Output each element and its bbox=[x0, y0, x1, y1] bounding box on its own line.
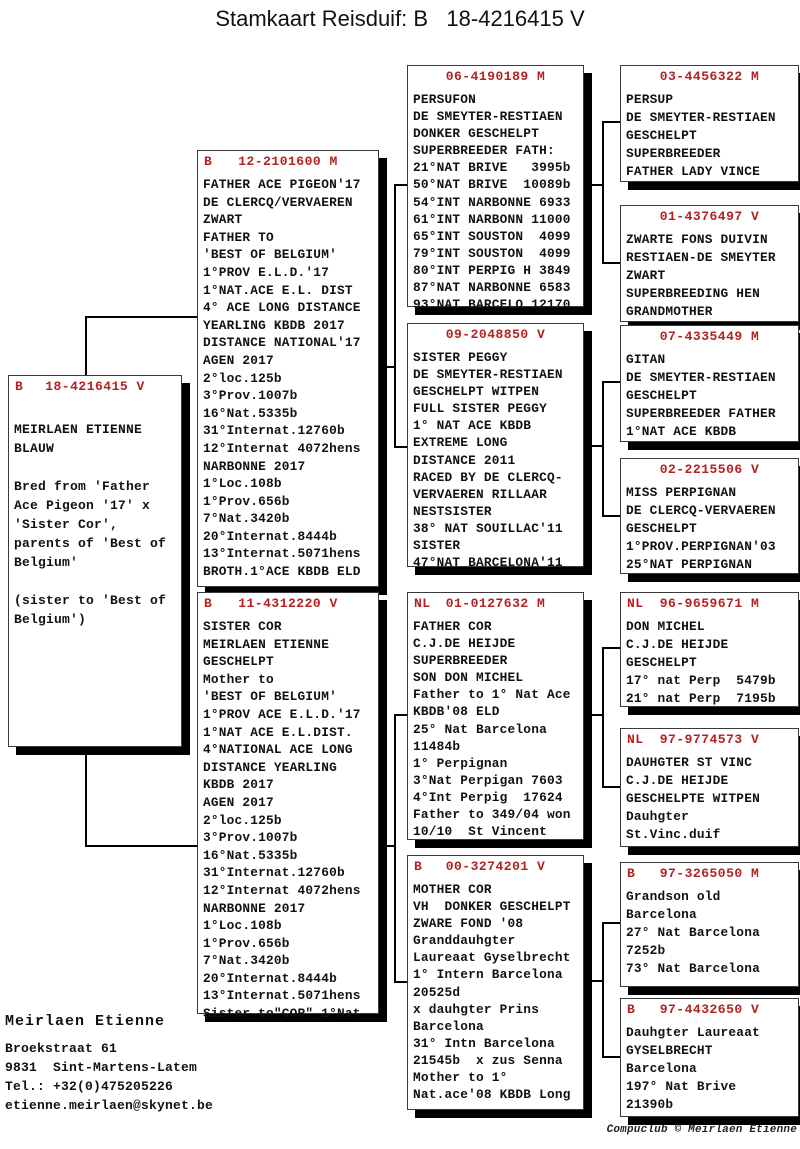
pedigree-box-father bbox=[197, 150, 379, 587]
pedigree-text-line: 7°Nat.3420b bbox=[203, 511, 290, 527]
pedigree-text-line: EXTREME LONG bbox=[413, 435, 508, 451]
pedigree-text-line: Bred from 'Father bbox=[14, 479, 151, 494]
ring-number: 96-9659671 M bbox=[659, 596, 760, 611]
pedigree-text-line: DE SMEYTER-RESTIAEN bbox=[626, 110, 776, 125]
pedigree-text bbox=[408, 88, 583, 313]
ring-number-header bbox=[198, 151, 378, 173]
pedigree-text-line: SISTER bbox=[413, 538, 461, 554]
connector-line bbox=[85, 845, 197, 847]
connector-line bbox=[582, 445, 603, 447]
pedigree-text-line: NARBONNE 2017 bbox=[203, 458, 306, 474]
pedigree-text-line: SUPERBREEDER FATHER bbox=[626, 406, 776, 421]
country-code: NL bbox=[414, 596, 431, 611]
pedigree-text-line: 4°Int Perpig 17624 bbox=[413, 789, 563, 805]
pedigree-text-line: NARBONNE 2017 bbox=[203, 900, 306, 916]
connector-line bbox=[377, 366, 395, 368]
pedigree-text-line: DONKER GESCHELPT bbox=[413, 126, 540, 142]
ring-number: 01-4376497 V bbox=[659, 209, 760, 224]
pedigree-text-line: Nat.ace'08 KBDB Long bbox=[413, 1087, 571, 1103]
pedigree-text-line: MEIRLAEN ETIENNE bbox=[14, 422, 143, 437]
connector-line bbox=[602, 381, 604, 517]
pedigree-text-line: GRANDMOTHER bbox=[626, 304, 713, 319]
pedigree-text-line: ZWART bbox=[626, 268, 666, 283]
pedigree-text-line: DISTANCE YEARLING bbox=[203, 759, 337, 775]
pedigree-text-line: GYSELBRECHT bbox=[626, 1043, 713, 1058]
ring-number-header bbox=[621, 459, 798, 481]
owner-phone: Tel.: +32(0)475205226 bbox=[5, 1079, 174, 1094]
pedigree-text-line: GESCHELPTE WITPEN bbox=[626, 791, 760, 806]
pedigree-text-line: Father to 349/04 won bbox=[413, 807, 571, 823]
connector-line bbox=[394, 184, 396, 448]
pedigree-text-line: 17° nat Perp 5479b bbox=[626, 673, 776, 688]
pedigree-text-line: DAUHGTER ST VINC bbox=[626, 755, 753, 770]
pedigree-text bbox=[621, 751, 798, 844]
pedigree-text-line: C.J.DE HEIJDE bbox=[626, 773, 729, 788]
ring-number: 97-4432650 V bbox=[659, 1002, 760, 1017]
pedigree-text-line: Mother to bbox=[203, 671, 274, 687]
owner-contact-block bbox=[5, 1013, 213, 1115]
pedigree-text-line: SISTER COR bbox=[203, 619, 282, 634]
pedigree-text-line: 'BEST OF BELGIUM' bbox=[203, 247, 337, 263]
pedigree-text-line: 2°loc.125b bbox=[203, 812, 282, 828]
ring-number: 09-2048850 V bbox=[445, 327, 546, 342]
owner-street: Broekstraat 61 bbox=[5, 1041, 118, 1056]
pedigree-text bbox=[621, 348, 798, 441]
pedigree-text-line: 'BEST OF BELGIUM' bbox=[203, 689, 337, 705]
connector-line bbox=[602, 647, 620, 649]
pedigree-text-line: VERVAEREN RILLAAR bbox=[413, 486, 547, 502]
pedigree-text bbox=[621, 228, 798, 321]
pedigree-text-line: 93°NAT BARCELO 12170 bbox=[413, 297, 571, 313]
pedigree-box-great-grandparent-4 bbox=[620, 458, 799, 574]
pedigree-text-line: BROTH.1°ACE KBDB ELD bbox=[203, 564, 361, 580]
pedigree-text-line: AGEN 2017 bbox=[203, 352, 274, 368]
pedigree-text-line: 13°Internat.5071hens bbox=[203, 988, 361, 1004]
pedigree-text-line: MEIRLAEN ETIENNE bbox=[203, 636, 330, 652]
pedigree-text bbox=[621, 615, 798, 708]
pedigree-text-line: 1°Prov.656b bbox=[203, 935, 290, 951]
pedigree-text-line: SON DON MICHEL bbox=[413, 670, 524, 686]
connector-line bbox=[394, 184, 407, 186]
pedigree-text-line: 2°loc.125b bbox=[203, 370, 282, 386]
pedigree-text-line: 47°NAT BARCELONA'11 bbox=[413, 555, 563, 571]
pedigree-text-line: DE SMEYTER-RESTIAEN bbox=[413, 109, 563, 125]
pedigree-text-line: 13°Internat.5071hens bbox=[203, 546, 361, 562]
pedigree-text-line: 1°NAT ACE KBDB bbox=[626, 424, 737, 439]
pedigree-text-line: 1°PROV E.L.D.'17 bbox=[203, 264, 330, 280]
pedigree-text-line: 1°PROV ACE E.L.D.'17 bbox=[203, 706, 361, 722]
ring-number: 97-3265050 M bbox=[659, 866, 760, 881]
pedigree-box-grandfather-paternal bbox=[407, 65, 584, 313]
ring-number-header bbox=[408, 856, 583, 878]
country-code: B bbox=[627, 866, 636, 881]
pedigree-text-line: C.J.DE HEIJDE bbox=[413, 636, 516, 652]
pedigree-text bbox=[621, 885, 798, 978]
pedigree-text-line: Grandson old bbox=[626, 889, 721, 904]
country-code: NL bbox=[627, 732, 644, 747]
pedigree-text-line bbox=[14, 572, 179, 591]
connector-line bbox=[394, 714, 407, 716]
connector-line bbox=[582, 980, 603, 982]
pedigree-text-line: 73° Nat Barcelona bbox=[626, 961, 760, 976]
pedigree-text-line: 197° Nat Brive bbox=[626, 1079, 737, 1094]
pedigree-text-line: Barcelona bbox=[413, 1018, 484, 1034]
pedigree-text-line: Belgium' bbox=[14, 555, 79, 570]
connector-line bbox=[394, 714, 396, 983]
pedigree-text-line: 4°NATIONAL ACE LONG bbox=[203, 742, 353, 758]
connector-line bbox=[85, 316, 87, 377]
pedigree-text-line: 20°Internat.8444b bbox=[203, 528, 337, 544]
pedigree-text-line: 65°INT SOUSTON 4099 bbox=[413, 228, 571, 244]
connector-line bbox=[602, 515, 620, 517]
pedigree-text-line: 1° Perpignan bbox=[413, 755, 508, 771]
country-code: B bbox=[627, 1002, 636, 1017]
ring-number: 18-4216415 V bbox=[45, 379, 145, 394]
ring-number-header bbox=[9, 376, 181, 398]
connector-line bbox=[602, 922, 620, 924]
pedigree-text-line: 31°Internat.12760b bbox=[203, 865, 345, 881]
pedigree-text-line: 16°Nat.5335b bbox=[203, 405, 298, 421]
pedigree-text-line bbox=[14, 401, 179, 420]
connector-line bbox=[394, 446, 407, 448]
pedigree-text-line: 10/10 St Vincent bbox=[413, 824, 547, 840]
pedigree-text-line: 1°Loc.108b bbox=[203, 476, 282, 492]
pedigree-text bbox=[198, 615, 378, 1023]
pedigree-text-line: 1°Prov.656b bbox=[203, 493, 290, 509]
pedigree-text-line: 4° ACE LONG DISTANCE bbox=[203, 300, 361, 316]
pedigree-text-line: FATHER TO bbox=[203, 229, 274, 245]
pedigree-box-great-grandparent-5 bbox=[620, 592, 799, 707]
ring-number-header bbox=[621, 206, 798, 228]
country-code: B bbox=[15, 379, 24, 394]
pedigree-text-line: SISTER PEGGY bbox=[413, 350, 508, 365]
ring-number: 97-9774573 V bbox=[659, 732, 760, 747]
pedigree-text-line: parents of 'Best of bbox=[14, 536, 167, 551]
pedigree-text bbox=[621, 88, 798, 181]
ring-number-header bbox=[621, 999, 798, 1021]
pedigree-box-grandmother-paternal bbox=[407, 323, 584, 571]
pedigree-box-great-grandparent-6 bbox=[620, 728, 799, 847]
ring-number: 06-4190189 M bbox=[445, 69, 546, 84]
pedigree-text-line: 25°NAT PERPIGNAN bbox=[626, 557, 753, 572]
pedigree-text-line: DISTANCE NATIONAL'17 bbox=[203, 335, 361, 351]
pedigree-text-line: PERSUP bbox=[626, 92, 674, 107]
pedigree-text-line: St.Vinc.duif bbox=[626, 827, 721, 842]
pedigree-text-line: 12°Internat 4072hens bbox=[203, 882, 361, 898]
country-code: NL bbox=[627, 596, 644, 611]
pedigree-text-line: 16°Nat.5335b bbox=[203, 847, 298, 863]
connector-line bbox=[582, 184, 603, 186]
pedigree-text-line: 21390b bbox=[626, 1097, 674, 1112]
pedigree-text-line: (sister to 'Best of bbox=[14, 593, 167, 608]
pedigree-text-line: 7252b bbox=[626, 943, 666, 958]
pedigree-text-line: Sister to"COR" 1°Nat bbox=[203, 1006, 361, 1022]
pedigree-box-great-grandparent-2 bbox=[620, 205, 799, 322]
pedigree-text-line: 79°INT SOUSTON 4099 bbox=[413, 245, 571, 261]
ring-number: 00-3274201 V bbox=[445, 859, 546, 874]
pedigree-box-grandfather-maternal bbox=[407, 592, 584, 840]
pedigree-text-line bbox=[14, 458, 179, 477]
connector-line bbox=[377, 845, 395, 847]
pedigree-text-line: MOTHER COR bbox=[413, 882, 492, 897]
pedigree-text-line: GESCHELPT bbox=[203, 654, 274, 670]
pedigree-text-line: FATHER COR bbox=[413, 619, 492, 634]
pedigree-text-line: Laureaat Gyselbrecht bbox=[413, 950, 571, 966]
ring-number-header bbox=[621, 66, 798, 88]
ring-number-header bbox=[408, 593, 583, 615]
pedigree-text-line: 1°PROV.PERPIGNAN'03 bbox=[626, 539, 776, 554]
pedigree-text bbox=[621, 481, 798, 574]
pedigree-text-line: 1° Intern Barcelona bbox=[413, 967, 563, 983]
connector-line bbox=[85, 316, 197, 318]
pedigree-text-line: DE CLERCQ/VERVAEREN bbox=[203, 194, 353, 210]
ring-number-header bbox=[621, 863, 798, 885]
pedigree-text-line: Dauhgter bbox=[626, 809, 690, 824]
pedigree-text-line: MISS PERPIGNAN bbox=[626, 485, 737, 500]
country-code: B bbox=[204, 596, 213, 611]
pedigree-text-line: GESCHELPT bbox=[626, 521, 697, 536]
pedigree-text-line: 1°NAT.ACE E.L. DIST bbox=[203, 282, 353, 298]
pedigree-text-line: 61°INT NARBONN 11000 bbox=[413, 211, 571, 227]
pedigree-text-line: x dauhgter Prins bbox=[413, 1001, 540, 1017]
pedigree-box-grandmother-maternal bbox=[407, 855, 584, 1110]
page-title: Stamkaart Reisduif: B 18-4216415 V bbox=[215, 6, 585, 31]
pedigree-text bbox=[408, 346, 583, 571]
ring-number-header bbox=[621, 593, 798, 615]
pedigree-text bbox=[198, 173, 378, 581]
ring-number: 01-0127632 M bbox=[445, 596, 546, 611]
pedigree-text-line: KBDB'08 ELD bbox=[413, 704, 500, 720]
pedigree-text-line: ZWART bbox=[203, 212, 243, 228]
pedigree-box-great-grandparent-7 bbox=[620, 862, 799, 987]
pedigree-text-line: 20525d bbox=[413, 984, 461, 1000]
pedigree-box-subject bbox=[8, 375, 182, 747]
ring-number-header bbox=[408, 66, 583, 88]
pedigree-text-line: 1°Loc.108b bbox=[203, 918, 282, 934]
pedigree-text-line: GESCHELPT WITPEN bbox=[413, 384, 540, 400]
pedigree-text-line: 1° NAT ACE KBDB bbox=[413, 418, 532, 434]
pedigree-text-line: DE SMEYTER-RESTIAEN bbox=[413, 367, 563, 383]
pedigree-text-line: Mother to 1° bbox=[413, 1070, 508, 1086]
country-code: B bbox=[414, 859, 423, 874]
pedigree-text-line: 21° nat Perp 7195b bbox=[626, 691, 776, 706]
pedigree-text-line: GESCHELPT bbox=[626, 388, 697, 403]
pedigree-text-line: 31° Intn Barcelona bbox=[413, 1035, 555, 1051]
connector-line bbox=[602, 121, 620, 123]
pedigree-text-line: ZWARE FOND '08 bbox=[413, 916, 524, 932]
pedigree-text-line: C.J.DE HEIJDE bbox=[626, 637, 729, 652]
pedigree-text-line: GESCHELPT bbox=[626, 128, 697, 143]
pedigree-text-line: 27° Nat Barcelona bbox=[626, 925, 760, 940]
connector-line bbox=[602, 262, 620, 264]
pedigree-text-line: Ace Pigeon '17' x bbox=[14, 498, 151, 513]
pedigree-text-line: ZWARTE FONS DUIVIN bbox=[626, 232, 768, 247]
pedigree-text-line: FULL SISTER PEGGY bbox=[413, 401, 547, 417]
pedigree-text-line: Belgium') bbox=[14, 612, 87, 627]
connector-line bbox=[602, 786, 620, 788]
connector-line bbox=[582, 714, 603, 716]
pedigree-box-great-grandparent-8 bbox=[620, 998, 799, 1117]
pedigree-text-line: RACED BY DE CLERCQ- bbox=[413, 469, 563, 485]
pedigree-text-line: GESCHELPT bbox=[626, 655, 697, 670]
pedigree-text-line: 31°Internat.12760b bbox=[203, 423, 345, 439]
pedigree-box-great-grandparent-3 bbox=[620, 325, 799, 442]
pedigree-box-great-grandparent-1 bbox=[620, 65, 799, 182]
connector-line bbox=[602, 647, 604, 788]
pedigree-text-line: 11484b bbox=[413, 738, 461, 754]
pedigree-text-line: 21°NAT BRIVE 3995b bbox=[413, 160, 571, 176]
pedigree-text-line: 21545b x zus Senna bbox=[413, 1052, 563, 1068]
pedigree-text-line: FATHER ACE PIGEON'17 bbox=[203, 177, 361, 192]
pedigree-text-line: SUPERBREEDER bbox=[413, 653, 508, 669]
pedigree-text-line: Dauhgter Laureaat bbox=[626, 1025, 760, 1040]
pedigree-text-line: 3°Prov.1007b bbox=[203, 388, 298, 404]
pedigree-text-line: DE SMEYTER-RESTIAEN bbox=[626, 370, 776, 385]
ring-number: 07-4335449 M bbox=[659, 329, 760, 344]
pedigree-text-line: 'Sister Cor', bbox=[14, 517, 119, 532]
connector-line bbox=[602, 121, 604, 264]
pedigree-text-line: KBDB 2017 bbox=[203, 777, 274, 793]
pedigree-text-line: RESTIAEN-DE SMEYTER bbox=[626, 250, 776, 265]
connector-line bbox=[394, 981, 407, 983]
pedigree-text-line: 54°INT NARBONNE 6933 bbox=[413, 194, 571, 210]
pedigree-text-line: 3°Nat Perpigan 7603 bbox=[413, 772, 563, 788]
pedigree-text-line: VH DONKER GESCHELPT bbox=[413, 899, 571, 915]
pedigree-text bbox=[408, 878, 583, 1103]
ring-number: 11-4312220 V bbox=[238, 596, 338, 611]
ring-number-header bbox=[621, 326, 798, 348]
connector-line bbox=[602, 381, 620, 383]
pedigree-text-line: Father to 1° Nat Ace bbox=[413, 687, 571, 703]
pedigree-text-line: GITAN bbox=[626, 352, 666, 367]
pedigree-text-line: 25° Nat Barcelona bbox=[413, 721, 547, 737]
compuclub-copyright: Compuclub © Meirlaen Etienne bbox=[606, 1124, 797, 1136]
pedigree-text bbox=[9, 398, 181, 629]
pedigree-text-line: 20°Internat.8444b bbox=[203, 970, 337, 986]
pedigree-text-line: YEARLING KBDB 2017 bbox=[203, 317, 345, 333]
pedigree-text-line: Granddauhgter bbox=[413, 933, 516, 949]
pedigree-text-line: 1°NAT ACE E.L.DIST. bbox=[203, 724, 353, 740]
pedigree-text-line: DISTANCE 2011 bbox=[413, 452, 516, 468]
ring-number-header bbox=[198, 593, 378, 615]
pedigree-text-line: Barcelona bbox=[626, 907, 697, 922]
pedigree-text-line: DON MICHEL bbox=[626, 619, 705, 634]
pedigree-text-line: 87°NAT NARBONNE 6583 bbox=[413, 280, 571, 296]
pedigree-text bbox=[621, 1021, 798, 1114]
connector-line bbox=[602, 1056, 620, 1058]
pedigree-text-line: NESTSISTER bbox=[413, 503, 492, 519]
ring-number-header bbox=[621, 729, 798, 751]
owner-email: etienne.meirlaen@skynet.be bbox=[5, 1098, 214, 1113]
connector-line bbox=[85, 743, 87, 847]
pedigree-text-line: 12°Internat 4072hens bbox=[203, 440, 361, 456]
ring-number: 12-2101600 M bbox=[238, 154, 338, 169]
pedigree-text-line: SUPERBREEDING HEN bbox=[626, 286, 760, 301]
owner-name: Meirlaen Etienne bbox=[5, 1013, 166, 1030]
pedigree-text-line: DE CLERCQ-VERVAEREN bbox=[626, 503, 776, 518]
pedigree-text-line: Barcelona bbox=[626, 1061, 697, 1076]
pedigree-text-line: 7°Nat.3420b bbox=[203, 953, 290, 969]
ring-number: 02-2215506 V bbox=[659, 462, 760, 477]
pedigree-box-mother bbox=[197, 592, 379, 1022]
pedigree-text-line: FATHER LADY VINCE bbox=[626, 164, 760, 179]
ring-number-header bbox=[408, 324, 583, 346]
pedigree-text-line: SUPERBREEDER FATH: bbox=[413, 143, 555, 159]
pedigree-text-line: AGEN 2017 bbox=[203, 794, 274, 810]
pedigree-text bbox=[408, 615, 583, 840]
pedigree-text-line: 50°NAT BRIVE 10089b bbox=[413, 177, 571, 193]
pedigree-text-line: 38° NAT SOUILLAC'11 bbox=[413, 520, 563, 536]
pedigree-text-line: SUPERBREEDER bbox=[626, 146, 721, 161]
pedigree-text-line: PERSUFON bbox=[413, 92, 477, 107]
ring-number: 03-4456322 M bbox=[659, 69, 760, 84]
connector-line bbox=[602, 922, 604, 1058]
pedigree-text-line: 3°Prov.1007b bbox=[203, 830, 298, 846]
owner-city: 9831 Sint-Martens-Latem bbox=[5, 1060, 198, 1075]
pedigree-text-line: BLAUW bbox=[14, 441, 55, 456]
country-code: B bbox=[204, 154, 213, 169]
pedigree-text-line: 80°INT PERPIG H 3849 bbox=[413, 262, 571, 278]
